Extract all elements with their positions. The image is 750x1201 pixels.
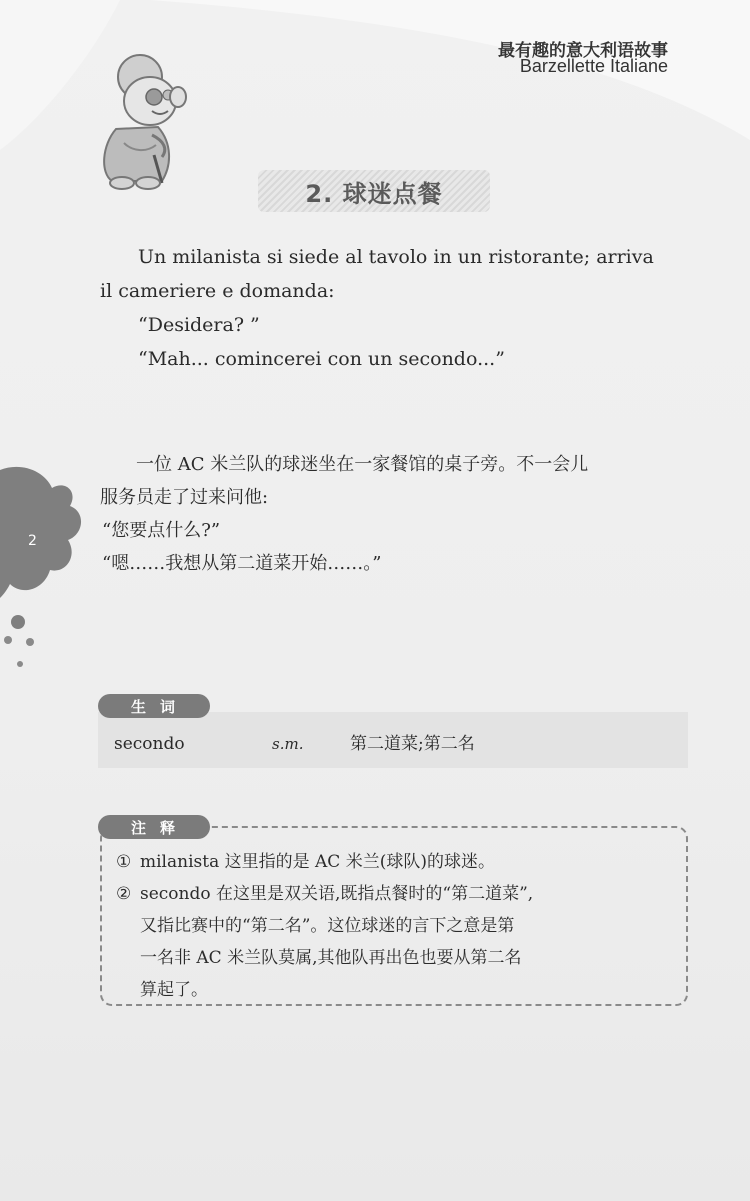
vocab-word: secondo (114, 734, 185, 754)
series-subtitle: Barzellette Italiane (519, 56, 668, 76)
note-line: secondo 在这里是双关语,既指点餐时的“第二道菜”, (140, 884, 534, 904)
note-item (116, 846, 676, 878)
vocab-meaning: 第二道菜;第二名 (350, 734, 475, 754)
note-number: ① (116, 852, 132, 872)
note-number: ② (116, 884, 132, 904)
chinese-text (100, 448, 680, 580)
note-line: milanista 这里指的是 AC 米兰(球队)的球迷。 (140, 852, 495, 872)
chinese-line: 服务员走了过来问他: (100, 487, 269, 508)
series-title: 最有趣的意大利语故事 (498, 41, 668, 61)
note-line: 一名非 AC 米兰队莫属,其他队再出色也要从第二名 (140, 948, 522, 968)
note-line: 算起了。 (140, 980, 208, 1000)
cartoon-grandma-icon (104, 55, 186, 189)
chinese-line: “嗯……我想从第二道菜开始……。” (102, 553, 382, 574)
vocabulary-entry (114, 730, 674, 758)
note-line: 又指比赛中的“第二名”。这位球迷的言下之意是第 (140, 916, 515, 936)
chinese-line: “您要点什么?” (102, 520, 221, 541)
italian-text (100, 240, 680, 376)
italian-line: Un milanista si siede al tavolo in un ristorante; arriva (138, 246, 654, 268)
italian-line: “Desidera? ” (138, 314, 260, 336)
chinese-line: 一位 AC 米兰队的球迷坐在一家餐馆的桌子旁。不一会儿 (136, 454, 589, 475)
italian-line: “Mah... comincerei con un secondo...” (138, 348, 505, 370)
italian-line: il cameriere e domanda: (100, 280, 335, 302)
story-title: 2. 球迷点餐 (305, 179, 443, 208)
page-number: 2 (28, 533, 37, 549)
vocab-part-of-speech: s.m. (272, 735, 304, 753)
notes-label: 注释 (98, 815, 210, 839)
ink-splash-icon (0, 467, 81, 667)
vocabulary-label: 生词 (98, 694, 210, 718)
note-item (116, 878, 676, 1006)
